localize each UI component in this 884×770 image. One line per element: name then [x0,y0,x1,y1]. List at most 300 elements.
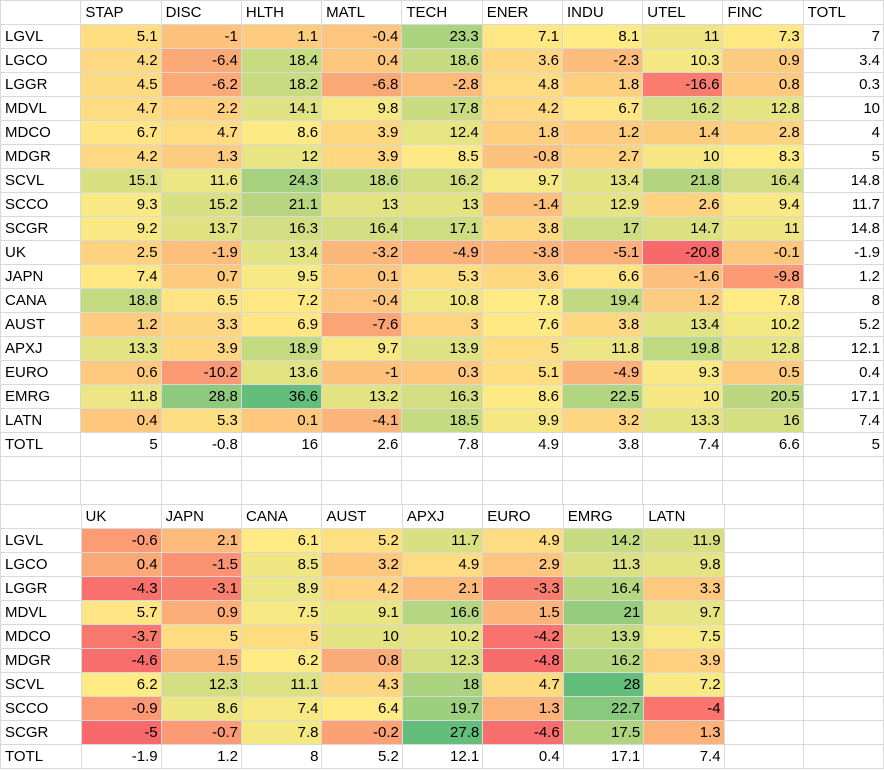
data-cell[interactable]: 11.1 [242,673,322,697]
data-cell[interactable]: 13.4 [643,313,723,337]
total-cell[interactable]: -1.9 [81,745,161,769]
total-cell[interactable]: 2.6 [322,433,402,457]
empty-cell[interactable] [322,481,402,505]
column-header[interactable] [804,505,884,529]
data-cell[interactable]: 8.6 [161,697,241,721]
data-cell[interactable]: 6.5 [161,289,241,313]
data-cell[interactable]: -1.9 [803,241,883,265]
data-cell[interactable]: 18.9 [241,337,321,361]
data-cell[interactable]: 9.7 [322,337,402,361]
data-cell[interactable]: 0.1 [241,409,321,433]
data-cell[interactable]: 14.2 [563,529,644,553]
data-cell[interactable]: 5 [803,145,883,169]
data-cell[interactable]: 5 [161,625,241,649]
data-cell[interactable]: 9.7 [644,601,724,625]
data-cell[interactable]: 10.8 [402,289,482,313]
empty-cell[interactable] [804,673,884,697]
data-cell[interactable]: 8 [803,289,883,313]
total-cell[interactable]: 6.6 [723,433,803,457]
row-label[interactable]: SCGR [1,217,81,241]
data-cell[interactable]: -0.2 [322,721,402,745]
data-cell[interactable]: -0.6 [81,529,161,553]
empty-cell[interactable] [804,601,884,625]
empty-cell[interactable] [724,745,804,769]
data-cell[interactable]: 3.6 [482,49,562,73]
row-label[interactable]: CANA [1,289,81,313]
data-cell[interactable]: 6.9 [241,313,321,337]
data-cell[interactable]: 1.2 [81,313,161,337]
column-header[interactable] [1,1,81,25]
data-cell[interactable]: 15.2 [161,193,241,217]
data-cell[interactable]: 7.1 [482,25,562,49]
empty-cell[interactable] [723,457,803,481]
total-cell[interactable]: 0.4 [483,745,563,769]
data-cell[interactable]: 12.3 [161,673,241,697]
data-cell[interactable]: 16.3 [402,385,482,409]
data-cell[interactable]: 17.1 [402,217,482,241]
data-cell[interactable]: 8.3 [723,145,803,169]
data-cell[interactable]: 0.4 [322,49,402,73]
data-cell[interactable]: -6.4 [161,49,241,73]
data-cell[interactable]: 10.3 [643,49,723,73]
data-cell[interactable]: 9.3 [643,361,723,385]
column-header[interactable] [1,505,82,529]
data-cell[interactable]: 5 [242,625,322,649]
row-label[interactable]: MDGR [1,145,81,169]
data-cell[interactable]: -4.9 [563,361,643,385]
data-cell[interactable]: -3.1 [161,577,241,601]
data-cell[interactable]: 12.8 [723,97,803,121]
data-cell[interactable]: 12.8 [723,337,803,361]
column-header[interactable]: AUST [322,505,402,529]
data-cell[interactable]: 0.8 [322,649,402,673]
data-cell[interactable]: -1 [161,25,241,49]
data-cell[interactable]: 18 [402,673,482,697]
data-cell[interactable]: -5.1 [563,241,643,265]
data-cell[interactable]: -1.4 [482,193,562,217]
empty-cell[interactable] [724,577,804,601]
empty-cell[interactable] [1,457,81,481]
data-cell[interactable]: 1.3 [161,145,241,169]
row-label[interactable]: SCCO [1,193,81,217]
empty-cell[interactable] [724,649,804,673]
row-label[interactable]: SCCO [1,697,82,721]
data-cell[interactable]: -4 [644,697,724,721]
data-cell[interactable]: 7.6 [482,313,562,337]
data-cell[interactable]: 11 [723,217,803,241]
data-cell[interactable]: 2.1 [402,577,482,601]
empty-cell[interactable] [482,481,562,505]
data-cell[interactable]: -4.8 [483,649,563,673]
data-cell[interactable]: 1.2 [563,121,643,145]
empty-cell[interactable] [804,625,884,649]
empty-cell[interactable] [724,529,804,553]
data-cell[interactable]: 16.4 [723,169,803,193]
column-header[interactable]: STAP [81,1,161,25]
data-cell[interactable]: 9.8 [322,97,402,121]
data-cell[interactable]: -0.9 [81,697,161,721]
row-label[interactable]: MDCO [1,625,82,649]
data-cell[interactable]: -3.3 [483,577,563,601]
data-cell[interactable]: 3.4 [803,49,883,73]
data-cell[interactable]: 11 [643,25,723,49]
data-cell[interactable]: 1.2 [643,289,723,313]
data-cell[interactable]: 11.7 [402,529,482,553]
data-cell[interactable]: 3.8 [563,313,643,337]
data-cell[interactable]: 3.9 [322,145,402,169]
data-cell[interactable]: 21.8 [643,169,723,193]
data-cell[interactable]: 6.6 [563,265,643,289]
total-cell[interactable]: 7.8 [402,433,482,457]
data-cell[interactable]: -6.8 [322,73,402,97]
data-cell[interactable]: 21 [563,601,644,625]
column-header[interactable]: UTEL [643,1,723,25]
data-cell[interactable]: 16.6 [402,601,482,625]
total-cell[interactable]: 1.2 [161,745,241,769]
data-cell[interactable]: -3.2 [322,241,402,265]
row-label[interactable]: SCVL [1,673,82,697]
column-header[interactable]: DISC [161,1,241,25]
data-cell[interactable]: 5.3 [161,409,241,433]
data-cell[interactable]: 19.7 [402,697,482,721]
data-cell[interactable]: 3.8 [482,217,562,241]
data-cell[interactable]: 13.4 [241,241,321,265]
data-cell[interactable]: 19.4 [563,289,643,313]
data-cell[interactable]: 8.5 [402,145,482,169]
data-cell[interactable]: 0.4 [81,553,161,577]
empty-cell[interactable] [724,673,804,697]
data-cell[interactable]: 13.7 [161,217,241,241]
row-label[interactable]: LATN [1,409,81,433]
data-cell[interactable]: 7.4 [803,409,883,433]
empty-cell[interactable] [81,457,161,481]
data-cell[interactable]: 8.6 [241,121,321,145]
data-cell[interactable]: 3.9 [644,649,724,673]
data-cell[interactable]: 18.2 [241,73,321,97]
data-cell[interactable]: 11.8 [81,385,161,409]
data-cell[interactable]: 11.6 [161,169,241,193]
total-cell[interactable]: 7.4 [644,745,724,769]
data-cell[interactable]: 14.7 [643,217,723,241]
data-cell[interactable]: 10 [322,625,402,649]
data-cell[interactable]: 8.5 [242,553,322,577]
data-cell[interactable]: 27.8 [402,721,482,745]
data-cell[interactable]: 13.9 [402,337,482,361]
data-cell[interactable]: 4.8 [482,73,562,97]
empty-cell[interactable] [402,481,482,505]
row-label[interactable]: MDVL [1,601,82,625]
data-cell[interactable]: -20.8 [643,241,723,265]
data-cell[interactable]: 0.9 [161,601,241,625]
data-cell[interactable]: 17.8 [402,97,482,121]
data-cell[interactable]: 4.2 [482,97,562,121]
data-cell[interactable]: 4.7 [161,121,241,145]
data-cell[interactable]: 10 [643,145,723,169]
data-cell[interactable]: 11.8 [563,337,643,361]
data-cell[interactable]: 1.5 [483,601,563,625]
data-cell[interactable]: 0.6 [81,361,161,385]
data-cell[interactable]: 12.9 [563,193,643,217]
column-header[interactable]: INDU [563,1,643,25]
total-cell[interactable]: -0.8 [161,433,241,457]
data-cell[interactable]: 3.2 [322,553,402,577]
data-cell[interactable]: 3.3 [644,577,724,601]
data-cell[interactable]: 13.3 [81,337,161,361]
data-cell[interactable]: 1.8 [563,73,643,97]
data-cell[interactable]: 17 [563,217,643,241]
data-cell[interactable]: 10 [643,385,723,409]
data-cell[interactable]: 23.3 [402,25,482,49]
column-header[interactable]: FINC [723,1,803,25]
data-cell[interactable]: 14.8 [803,217,883,241]
data-cell[interactable]: -4.9 [402,241,482,265]
row-label[interactable]: LGCO [1,553,82,577]
data-cell[interactable]: 13.4 [563,169,643,193]
data-cell[interactable]: 4.9 [402,553,482,577]
empty-cell[interactable] [241,481,321,505]
total-cell[interactable]: 5 [803,433,883,457]
data-cell[interactable]: 0.3 [402,361,482,385]
data-cell[interactable]: 7.8 [723,289,803,313]
column-header[interactable]: EMRG [563,505,644,529]
empty-cell[interactable] [563,481,643,505]
data-cell[interactable]: 2.1 [161,529,241,553]
column-header[interactable]: EURO [483,505,563,529]
row-label[interactable]: MDGR [1,649,82,673]
data-cell[interactable]: 9.5 [241,265,321,289]
data-cell[interactable]: 6.4 [322,697,402,721]
total-cell[interactable]: 5.2 [322,745,402,769]
data-cell[interactable]: 10 [803,97,883,121]
data-cell[interactable]: 5.3 [402,265,482,289]
row-label[interactable]: APXJ [1,337,81,361]
data-cell[interactable]: 2.6 [643,193,723,217]
data-cell[interactable]: 13.2 [322,385,402,409]
column-header[interactable]: LATN [644,505,724,529]
data-cell[interactable]: 1.4 [643,121,723,145]
row-label[interactable]: LGGR [1,577,82,601]
data-cell[interactable]: 13 [322,193,402,217]
data-cell[interactable]: 16 [723,409,803,433]
data-cell[interactable]: -3.8 [482,241,562,265]
data-cell[interactable]: 2.5 [81,241,161,265]
data-cell[interactable]: 16.4 [322,217,402,241]
data-cell[interactable]: -4.3 [81,577,161,601]
data-cell[interactable]: 12.4 [402,121,482,145]
data-cell[interactable]: 6.2 [242,649,322,673]
data-cell[interactable]: 8.1 [563,25,643,49]
data-cell[interactable]: 12.3 [402,649,482,673]
data-cell[interactable]: 4.2 [81,145,161,169]
data-cell[interactable]: 3.2 [563,409,643,433]
data-cell[interactable]: 4.9 [483,529,563,553]
data-cell[interactable]: 28.8 [161,385,241,409]
data-cell[interactable]: -2.8 [402,73,482,97]
data-cell[interactable]: 18.6 [402,49,482,73]
data-cell[interactable]: 7.4 [81,265,161,289]
data-cell[interactable]: 18.4 [241,49,321,73]
empty-cell[interactable] [804,745,884,769]
empty-cell[interactable] [482,457,562,481]
column-header[interactable]: TOTL [803,1,883,25]
data-cell[interactable]: 3.3 [161,313,241,337]
row-label[interactable]: AUST [1,313,81,337]
data-cell[interactable]: 0.5 [723,361,803,385]
data-cell[interactable]: 20.5 [723,385,803,409]
data-cell[interactable]: -5 [81,721,161,745]
data-cell[interactable]: 16.2 [563,649,644,673]
column-header[interactable]: HLTH [241,1,321,25]
data-cell[interactable]: 1.8 [482,121,562,145]
data-cell[interactable]: -1.6 [643,265,723,289]
data-cell[interactable]: 16.3 [241,217,321,241]
data-cell[interactable]: 0.4 [803,361,883,385]
column-header[interactable]: ENER [482,1,562,25]
total-cell[interactable]: 16 [241,433,321,457]
data-cell[interactable]: -0.8 [482,145,562,169]
data-cell[interactable]: 1.3 [483,697,563,721]
total-cell[interactable]: 7.4 [643,433,723,457]
data-cell[interactable]: 10.2 [402,625,482,649]
data-cell[interactable]: 7 [803,25,883,49]
data-cell[interactable]: 15.1 [81,169,161,193]
empty-cell[interactable] [1,481,81,505]
data-cell[interactable]: 9.8 [644,553,724,577]
total-cell[interactable]: 3.8 [563,433,643,457]
row-label[interactable]: MDCO [1,121,81,145]
data-cell[interactable]: 1.5 [161,649,241,673]
data-cell[interactable]: 7.2 [241,289,321,313]
data-cell[interactable]: -0.4 [322,289,402,313]
data-cell[interactable]: 6.7 [81,121,161,145]
data-cell[interactable]: 4 [803,121,883,145]
row-label[interactable]: LGVL [1,25,81,49]
row-label[interactable]: SCVL [1,169,81,193]
empty-cell[interactable] [81,481,161,505]
data-cell[interactable]: 12 [241,145,321,169]
data-cell[interactable]: 18.6 [322,169,402,193]
row-label[interactable]: JAPN [1,265,81,289]
data-cell[interactable]: -4.2 [483,625,563,649]
empty-cell[interactable] [804,553,884,577]
data-cell[interactable]: 2.2 [161,97,241,121]
data-cell[interactable]: -0.7 [161,721,241,745]
data-cell[interactable]: 8.6 [482,385,562,409]
total-cell[interactable]: 4.9 [482,433,562,457]
data-cell[interactable]: 3.6 [482,265,562,289]
data-cell[interactable]: -2.3 [563,49,643,73]
data-cell[interactable]: 1.3 [644,721,724,745]
empty-cell[interactable] [402,457,482,481]
data-cell[interactable]: -0.1 [723,241,803,265]
data-cell[interactable]: -6.2 [161,73,241,97]
data-cell[interactable]: 6.1 [242,529,322,553]
empty-cell[interactable] [723,481,803,505]
data-cell[interactable]: 1.1 [241,25,321,49]
data-cell[interactable]: 0.8 [723,73,803,97]
column-header[interactable]: APXJ [402,505,482,529]
empty-cell[interactable] [724,697,804,721]
column-header[interactable]: CANA [242,505,322,529]
empty-cell[interactable] [804,697,884,721]
data-cell[interactable]: 7.5 [644,625,724,649]
data-cell[interactable]: 9.4 [723,193,803,217]
data-cell[interactable]: 5 [482,337,562,361]
data-cell[interactable]: 4.7 [81,97,161,121]
data-cell[interactable]: 4.5 [81,73,161,97]
row-label[interactable]: LGGR [1,73,81,97]
data-cell[interactable]: 2.7 [563,145,643,169]
data-cell[interactable]: 4.7 [483,673,563,697]
data-cell[interactable]: 28 [563,673,644,697]
row-label[interactable]: MDVL [1,97,81,121]
empty-cell[interactable] [804,649,884,673]
data-cell[interactable]: 0.4 [81,409,161,433]
column-header[interactable]: UK [81,505,161,529]
data-cell[interactable]: -3.7 [81,625,161,649]
data-cell[interactable]: 7.8 [482,289,562,313]
data-cell[interactable]: 11.3 [563,553,644,577]
data-cell[interactable]: -16.6 [643,73,723,97]
data-cell[interactable]: 18.8 [81,289,161,313]
empty-cell[interactable] [241,457,321,481]
data-cell[interactable]: 9.1 [322,601,402,625]
data-cell[interactable]: -4.6 [483,721,563,745]
empty-cell[interactable] [804,721,884,745]
data-cell[interactable]: 19.8 [643,337,723,361]
data-cell[interactable]: 16.2 [402,169,482,193]
empty-cell[interactable] [322,457,402,481]
data-cell[interactable]: 14.8 [803,169,883,193]
data-cell[interactable]: 21.1 [241,193,321,217]
data-cell[interactable]: 4.2 [81,49,161,73]
empty-cell[interactable] [804,577,884,601]
column-header[interactable]: MATL [322,1,402,25]
data-cell[interactable]: -4.6 [81,649,161,673]
row-label[interactable]: UK [1,241,81,265]
data-cell[interactable]: 4.2 [322,577,402,601]
data-cell[interactable]: 5.2 [322,529,402,553]
data-cell[interactable]: 7.2 [644,673,724,697]
data-cell[interactable]: -9.8 [723,265,803,289]
empty-cell[interactable] [161,481,241,505]
total-label[interactable]: TOTL [1,433,81,457]
data-cell[interactable]: 18.5 [402,409,482,433]
data-cell[interactable]: 7.4 [242,697,322,721]
empty-cell[interactable] [724,625,804,649]
data-cell[interactable]: 9.3 [81,193,161,217]
data-cell[interactable]: 10.2 [723,313,803,337]
data-cell[interactable]: 6.2 [81,673,161,697]
data-cell[interactable]: 0.3 [803,73,883,97]
empty-cell[interactable] [643,481,723,505]
row-label[interactable]: SCGR [1,721,82,745]
total-cell[interactable]: 5 [81,433,161,457]
data-cell[interactable]: 3 [402,313,482,337]
row-label[interactable]: LGCO [1,49,81,73]
data-cell[interactable]: -1.9 [161,241,241,265]
data-cell[interactable]: 0.7 [161,265,241,289]
empty-cell[interactable] [724,721,804,745]
empty-cell[interactable] [804,529,884,553]
total-cell[interactable]: 12.1 [402,745,482,769]
data-cell[interactable]: 24.3 [241,169,321,193]
data-cell[interactable]: 7.3 [723,25,803,49]
row-label[interactable]: EMRG [1,385,81,409]
data-cell[interactable]: -1.5 [161,553,241,577]
data-cell[interactable]: 6.7 [563,97,643,121]
data-cell[interactable]: 11.9 [644,529,724,553]
